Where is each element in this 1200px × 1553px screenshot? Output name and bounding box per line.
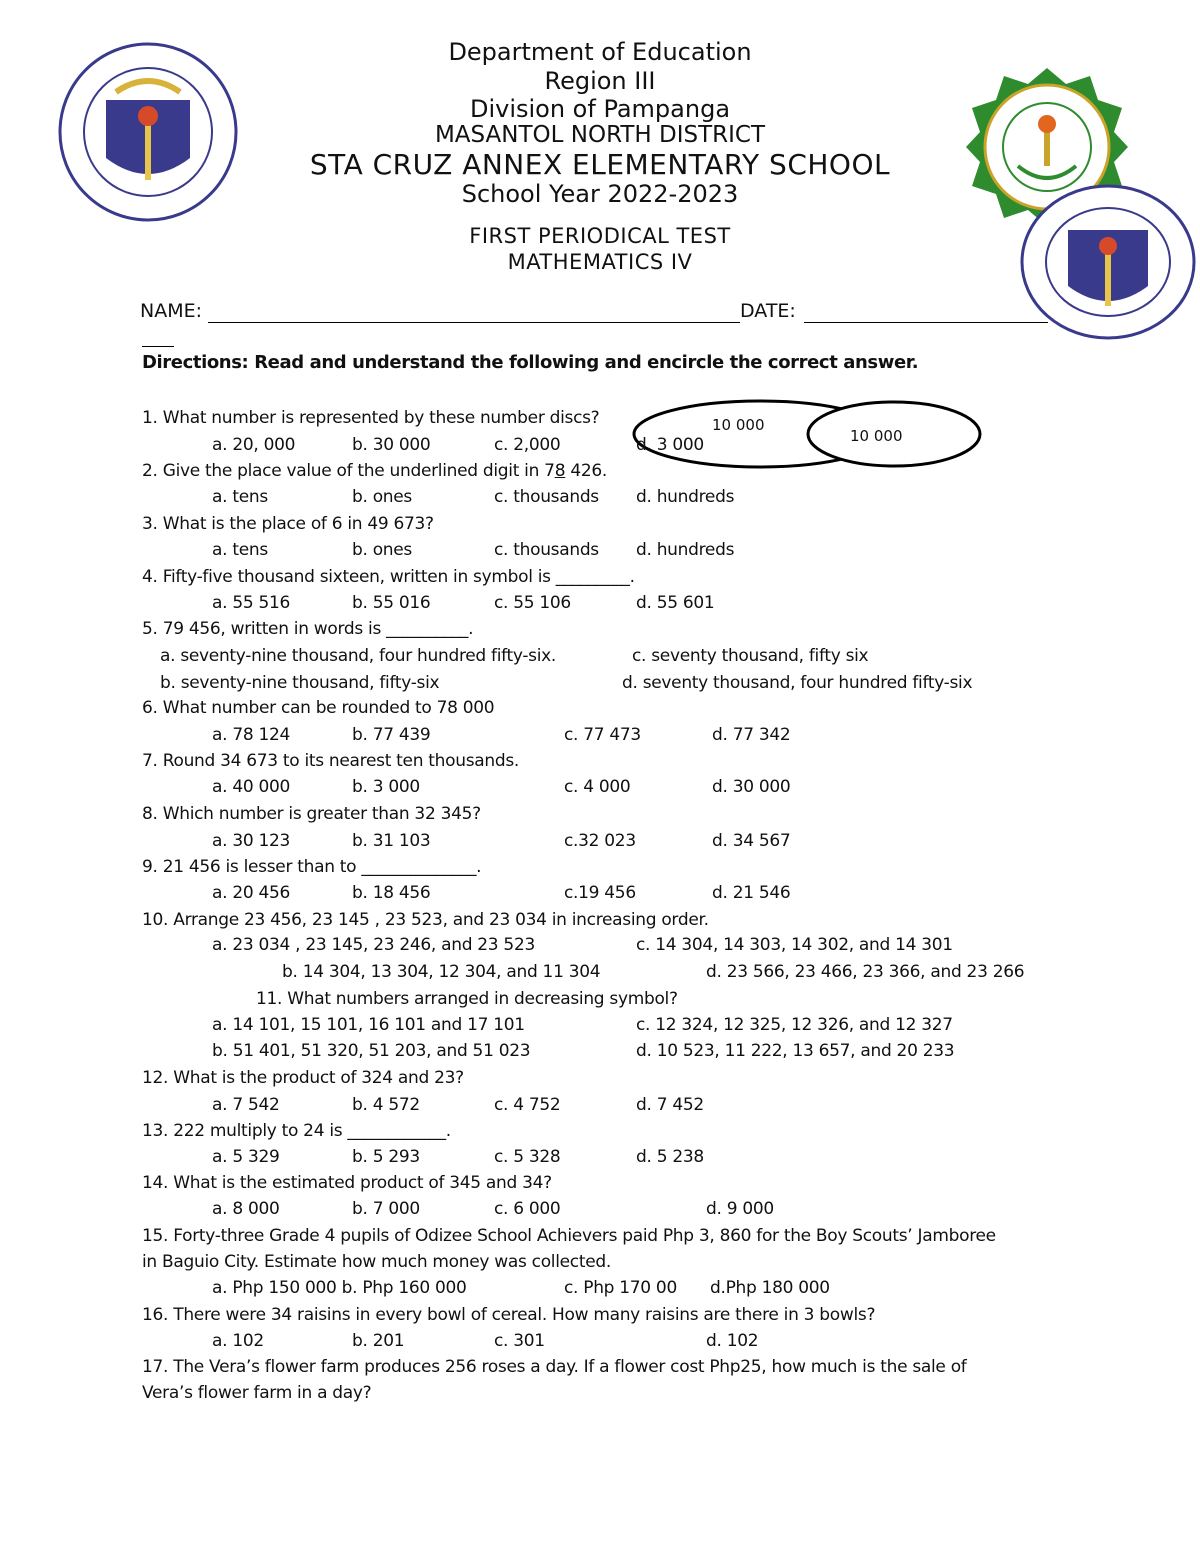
q14-choice-c[interactable]: c. 6 000 (494, 1199, 561, 1219)
q2-choice-b[interactable]: b. ones (352, 487, 412, 507)
q14-choice-a[interactable]: a. 8 000 (212, 1199, 280, 1219)
q12-choice-a[interactable]: a. 7 542 (212, 1095, 280, 1115)
directions: Directions: Read and understand the following and encircle the correct answer. (142, 352, 919, 373)
q6-choice-c[interactable]: c. 77 473 (564, 725, 641, 745)
q13-choice-a[interactable]: a. 5 329 (212, 1147, 280, 1167)
question-2: 2. Give the place value of the underlined digit in 78 426. (142, 461, 607, 481)
q8-choice-c[interactable]: c.32 023 (564, 831, 636, 851)
question-3: 3. What is the place of 6 in 49 673? (142, 514, 434, 534)
q6-choice-d[interactable]: d. 77 342 (712, 725, 791, 745)
q8-choice-a[interactable]: a. 30 123 (212, 831, 291, 851)
question-9: 9. 21 456 is lesser than to ______________. (142, 857, 482, 877)
q3-choice-c[interactable]: c. thousands (494, 540, 599, 560)
q12-choice-b[interactable]: b. 4 572 (352, 1095, 420, 1115)
q7-choice-c[interactable]: c. 4 000 (564, 777, 631, 797)
q2-choice-c[interactable]: c. thousands (494, 487, 599, 507)
q10-choice-d[interactable]: d. 23 566, 23 466, 23 366, and 23 266 (706, 962, 1025, 982)
q5-choice-b[interactable]: b. seventy-nine thousand, fifty-six (160, 673, 440, 693)
question-12: 12. What is the product of 324 and 23? (142, 1068, 464, 1088)
q6-choice-a[interactable]: a. 78 124 (212, 725, 291, 745)
q3-choice-b[interactable]: b. ones (352, 540, 412, 560)
name-line-overflow (142, 346, 174, 347)
q8-choice-b[interactable]: b. 31 103 (352, 831, 431, 851)
q14-choice-b[interactable]: b. 7 000 (352, 1199, 420, 1219)
q1-choice-c[interactable]: c. 2,000 (494, 435, 561, 455)
q4-choice-d[interactable]: d. 55 601 (636, 593, 715, 613)
header-department: Department of Education (448, 38, 752, 66)
question-17: 17. The Vera’s flower farm produces 256 roses a day. If a flower cost Php25, how much is the sale of (142, 1357, 967, 1377)
q16-choice-a[interactable]: a. 102 (212, 1331, 264, 1351)
q7-choice-d[interactable]: d. 30 000 (712, 777, 791, 797)
date-label: DATE: (740, 300, 796, 322)
q11-choice-a[interactable]: a. 14 101, 15 101, 16 101 and 17 101 (212, 1015, 525, 1035)
header-district: MASANTOL NORTH DISTRICT (434, 122, 766, 148)
header-division: Division of Pampanga (469, 95, 731, 123)
q16-choice-b[interactable]: b. 201 (352, 1331, 405, 1351)
question-6: 6. What number can be rounded to 78 000 (142, 698, 495, 718)
header-school: STA CRUZ ANNEX ELEMENTARY SCHOOL (309, 148, 891, 181)
question-1: 1. What number is represented by these number discs? (142, 408, 600, 428)
q14-choice-d[interactable]: d. 9 000 (706, 1199, 774, 1219)
q15-choice-ab[interactable]: a. Php 150 000 b. Php 160 000 (212, 1278, 467, 1298)
header-region: Region III (544, 67, 656, 95)
q6-choice-b[interactable]: b. 77 439 (352, 725, 431, 745)
question-17-cont: Vera’s flower farm in a day? (142, 1383, 372, 1403)
q13-choice-d[interactable]: d. 5 238 (636, 1147, 704, 1167)
q15-choice-c[interactable]: c. Php 170 00 (564, 1278, 677, 1298)
question-13: 13. 222 multiply to 24 is ____________. (142, 1121, 451, 1141)
question-15: 15. Forty-three Grade 4 pupils of Odizee School Achievers paid Php 3, 860 for the Boy Scouts’ Jamboree (142, 1226, 996, 1246)
q1-choice-b[interactable]: b. 30 000 (352, 435, 431, 455)
q7-choice-a[interactable]: a. 40 000 (212, 777, 291, 797)
question-15-cont: in Baguio City. Estimate how much money was collected. (142, 1252, 611, 1272)
q5-choice-c[interactable]: c. seventy thousand, fifty six (632, 646, 869, 666)
q11-choice-c[interactable]: c. 12 324, 12 325, 12 326, and 12 327 (636, 1015, 953, 1035)
disc-label-1: 10 000 (712, 416, 765, 434)
question-11: 11. What numbers arranged in decreasing symbol? (256, 989, 678, 1009)
name-line[interactable] (208, 322, 740, 323)
q3-choice-d[interactable]: d. hundreds (636, 540, 735, 560)
question-8: 8. Which number is greater than 32 345? (142, 804, 481, 824)
disc-label-2: 10 000 (850, 427, 903, 445)
q16-choice-c[interactable]: c. 301 (494, 1331, 545, 1351)
question-7: 7. Round 34 673 to its nearest ten thousands. (142, 751, 519, 771)
question-14: 14. What is the estimated product of 345 and 34? (142, 1173, 552, 1193)
q1-choice-d[interactable]: d. 3 000 (636, 435, 704, 455)
q5-choice-d[interactable]: d. seventy thousand, four hundred fifty-six (622, 673, 973, 693)
name-label: NAME: (140, 300, 203, 322)
q5-choice-a[interactable]: a. seventy-nine thousand, four hundred fifty-six. (160, 646, 557, 666)
q12-choice-d[interactable]: d. 7 452 (636, 1095, 704, 1115)
q10-choice-b[interactable]: b. 14 304, 13 304, 12 304, and 11 304 (282, 962, 601, 982)
q9-choice-c[interactable]: c.19 456 (564, 883, 636, 903)
q3-choice-a[interactable]: a. tens (212, 540, 268, 560)
question-10: 10. Arrange 23 456, 23 145 , 23 523, and 23 034 in increasing order. (142, 910, 709, 930)
q9-choice-a[interactable]: a. 20 456 (212, 883, 291, 903)
q11-choice-d[interactable]: d. 10 523, 11 222, 13 657, and 20 233 (636, 1041, 955, 1061)
question-16: 16. There were 34 raisins in every bowl of cereal. How many raisins are there in 3 bowls? (142, 1305, 876, 1325)
q10-choice-c[interactable]: c. 14 304, 14 303, 14 302, and 14 301 (636, 935, 953, 955)
q1-choice-a[interactable]: a. 20, 000 (212, 435, 296, 455)
date-line[interactable] (804, 322, 1048, 323)
q4-choice-c[interactable]: c. 55 106 (494, 593, 571, 613)
test-title: FIRST PERIODICAL TEST (469, 224, 731, 248)
q4-choice-b[interactable]: b. 55 016 (352, 593, 431, 613)
q8-choice-d[interactable]: d. 34 567 (712, 831, 791, 851)
q9-choice-b[interactable]: b. 18 456 (352, 883, 431, 903)
q11-choice-b[interactable]: b. 51 401, 51 320, 51 203, and 51 023 (212, 1041, 531, 1061)
subject-title: MATHEMATICS IV (507, 250, 693, 274)
q15-choice-d[interactable]: d.Php 180 000 (710, 1278, 830, 1298)
q2-choice-d[interactable]: d. hundreds (636, 487, 735, 507)
q12-choice-c[interactable]: c. 4 752 (494, 1095, 561, 1115)
question-5: 5. 79 456, written in words is __________. (142, 619, 474, 639)
question-4: 4. Fifty-five thousand sixteen, written in symbol is _________. (142, 567, 635, 587)
q7-choice-b[interactable]: b. 3 000 (352, 777, 420, 797)
q10-choice-a[interactable]: a. 23 034 , 23 145, 23 246, and 23 523 (212, 935, 535, 955)
q13-choice-c[interactable]: c. 5 328 (494, 1147, 561, 1167)
q9-choice-d[interactable]: d. 21 546 (712, 883, 791, 903)
header-school-year: School Year 2022-2023 (461, 180, 739, 208)
underlined-digit: 8 (554, 461, 566, 481)
q2-choice-a[interactable]: a. tens (212, 487, 268, 507)
q13-choice-b[interactable]: b. 5 293 (352, 1147, 420, 1167)
q16-choice-d[interactable]: d. 102 (706, 1331, 759, 1351)
q4-choice-a[interactable]: a. 55 516 (212, 593, 291, 613)
